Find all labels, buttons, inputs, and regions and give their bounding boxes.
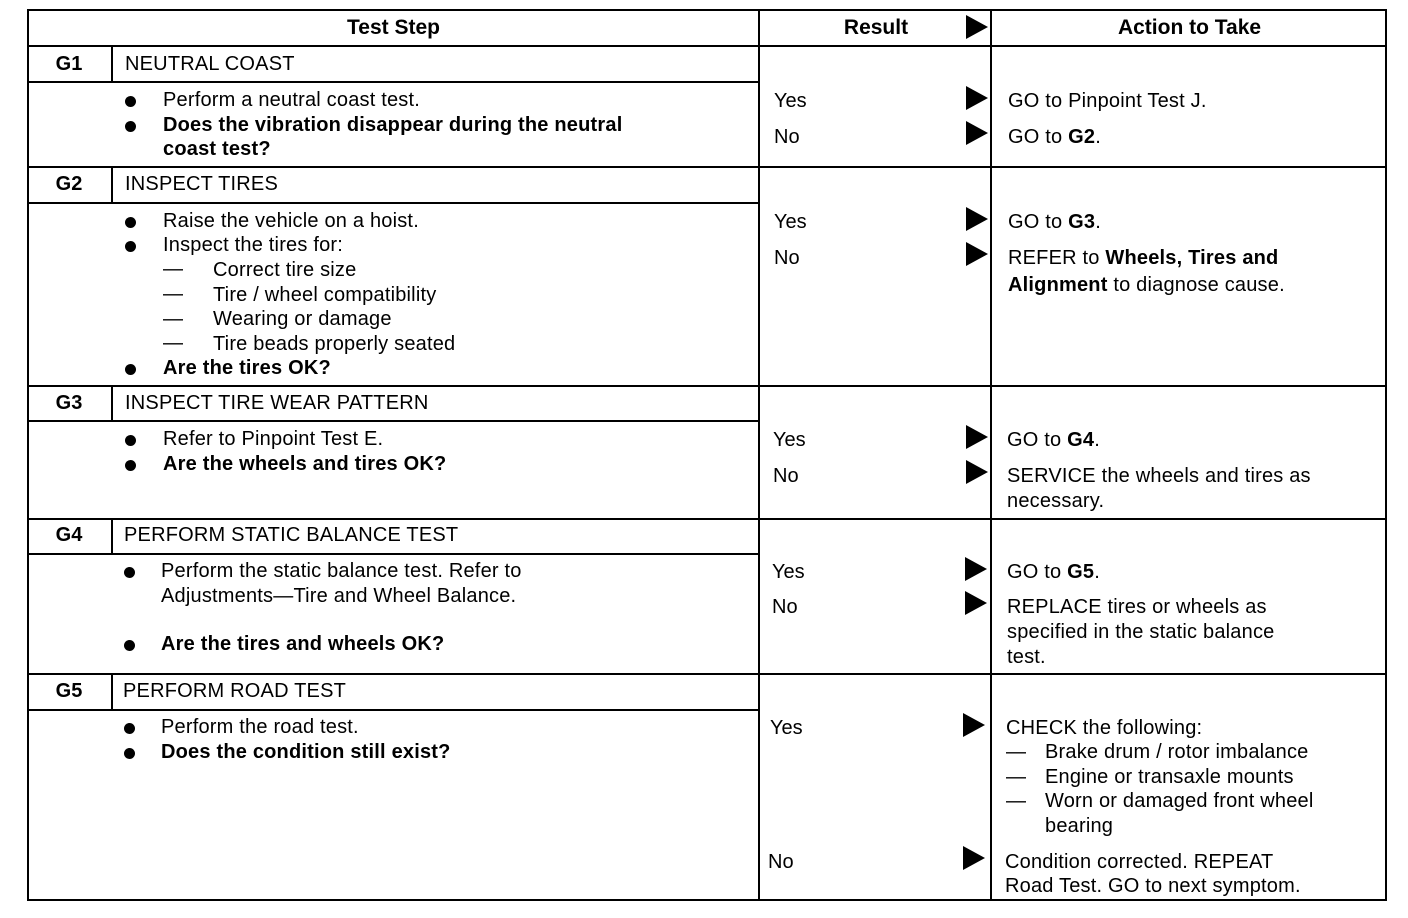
bullet xyxy=(124,640,135,651)
diagnostic-table xyxy=(27,9,1387,901)
step-question: Does the condition still exist? xyxy=(161,741,451,763)
action-text: GO to Pinpoint Test J. xyxy=(1008,90,1207,112)
result-no: No xyxy=(772,596,798,618)
bullet xyxy=(125,460,136,471)
arrow-icon xyxy=(966,121,988,145)
header-action: Action to Take xyxy=(1117,16,1262,39)
bullet xyxy=(125,121,136,132)
action-text: CHECK the following: xyxy=(1006,717,1203,739)
arrow-icon xyxy=(966,460,988,484)
action-text: specified in the static balance xyxy=(1007,621,1275,643)
result-yes: Yes xyxy=(773,429,806,451)
step-id: G3 xyxy=(55,392,83,414)
divider xyxy=(29,553,758,555)
arrow-icon xyxy=(966,425,988,449)
arrow-icon xyxy=(966,207,988,231)
dash-marker: — xyxy=(163,283,183,305)
arrow-icon xyxy=(966,86,988,110)
dash-marker: — xyxy=(163,258,183,280)
action-text: REPLACE tires or wheels as xyxy=(1007,596,1267,618)
action-subitem: Brake drum / rotor imbalance xyxy=(1045,741,1309,763)
step-title: PERFORM ROAD TEST xyxy=(123,680,347,702)
divider xyxy=(758,11,760,899)
step-id: G1 xyxy=(55,53,83,75)
action-text: SERVICE the wheels and tires as xyxy=(1007,465,1311,487)
result-yes: Yes xyxy=(774,90,807,112)
divider xyxy=(29,673,1385,675)
result-no: No xyxy=(774,126,800,148)
step-question: coast test? xyxy=(163,138,271,160)
divider xyxy=(111,673,113,709)
bullet xyxy=(125,364,136,375)
step-question: Are the tires OK? xyxy=(163,357,331,379)
bullet xyxy=(125,217,136,228)
bullet xyxy=(124,723,135,734)
step-text: Inspect the tires for: xyxy=(163,234,344,256)
step-text: Raise the vehicle on a hoist. xyxy=(163,210,419,232)
divider xyxy=(29,45,1385,47)
step-text: Refer to Pinpoint Test E. xyxy=(163,428,384,450)
arrow-icon xyxy=(965,591,987,615)
bullet xyxy=(124,748,135,759)
dash-marker: — xyxy=(1006,741,1026,763)
action-text: REFER to Wheels, Tires and xyxy=(1008,247,1279,269)
step-title: PERFORM STATIC BALANCE TEST xyxy=(124,524,459,546)
action-subitem: Engine or transaxle mounts xyxy=(1045,766,1294,788)
step-subitem: Wearing or damage xyxy=(213,308,392,330)
step-id: G5 xyxy=(55,680,83,702)
divider xyxy=(29,385,1385,387)
action-subitem: Worn or damaged front wheel xyxy=(1045,790,1314,812)
bullet xyxy=(125,241,136,252)
divider xyxy=(29,709,758,711)
step-subitem: Tire beads properly seated xyxy=(213,333,456,355)
result-yes: Yes xyxy=(770,717,803,739)
arrow-icon xyxy=(965,557,987,581)
divider xyxy=(29,202,758,204)
bullet xyxy=(125,96,136,107)
header-test-step: Test Step xyxy=(347,16,440,39)
divider xyxy=(111,166,113,202)
action-text: Alignment to diagnose cause. xyxy=(1008,274,1285,296)
header-result: Result xyxy=(843,16,909,39)
divider xyxy=(29,420,758,422)
divider xyxy=(990,11,992,899)
divider xyxy=(111,385,113,420)
bullet xyxy=(124,567,135,578)
result-no: No xyxy=(774,247,800,269)
dash-marker: — xyxy=(1006,790,1026,812)
arrow-icon xyxy=(963,713,985,737)
divider xyxy=(29,518,1385,520)
action-text: GO to G4. xyxy=(1007,429,1100,451)
arrow-icon xyxy=(963,846,985,870)
action-text: test. xyxy=(1007,646,1046,668)
step-title: INSPECT TIRE WEAR PATTERN xyxy=(125,392,429,414)
action-text: necessary. xyxy=(1007,490,1105,512)
divider xyxy=(111,518,113,553)
action-text: GO to G5. xyxy=(1007,561,1100,583)
step-question: Are the wheels and tires OK? xyxy=(163,453,447,475)
step-text: Perform the road test. xyxy=(161,716,359,738)
action-text: Road Test. GO to next symptom. xyxy=(1005,875,1301,897)
divider xyxy=(29,81,758,83)
step-title: NEUTRAL COAST xyxy=(125,53,295,75)
result-yes: Yes xyxy=(774,211,807,233)
result-no: No xyxy=(768,851,794,873)
arrow-icon xyxy=(966,242,988,266)
step-id: G2 xyxy=(55,173,83,195)
step-text: Perform a neutral coast test. xyxy=(163,89,421,111)
step-subitem: Correct tire size xyxy=(213,259,357,281)
dash-marker: — xyxy=(163,308,183,330)
step-title: INSPECT TIRES xyxy=(125,173,279,195)
step-question: Are the tires and wheels OK? xyxy=(161,633,445,655)
header-arrow-icon xyxy=(966,15,988,39)
result-no: No xyxy=(773,465,799,487)
step-text: Perform the static balance test. Refer to xyxy=(161,560,522,582)
dash-marker: — xyxy=(163,332,183,354)
step-question: Does the vibration disappear during the neutral xyxy=(163,114,623,136)
step-id: G4 xyxy=(55,524,83,546)
result-yes: Yes xyxy=(772,561,805,583)
action-text: Condition corrected. REPEAT xyxy=(1005,851,1274,873)
dash-marker: — xyxy=(1006,766,1026,788)
step-text: Adjustments—Tire and Wheel Balance. xyxy=(161,585,517,607)
divider xyxy=(29,166,1385,168)
divider xyxy=(111,45,113,81)
bullet xyxy=(125,435,136,446)
action-text: GO to G2. xyxy=(1008,126,1101,148)
step-subitem: Tire / wheel compatibility xyxy=(213,284,437,306)
action-text: GO to G3. xyxy=(1008,211,1101,233)
action-subitem: bearing xyxy=(1045,815,1114,837)
